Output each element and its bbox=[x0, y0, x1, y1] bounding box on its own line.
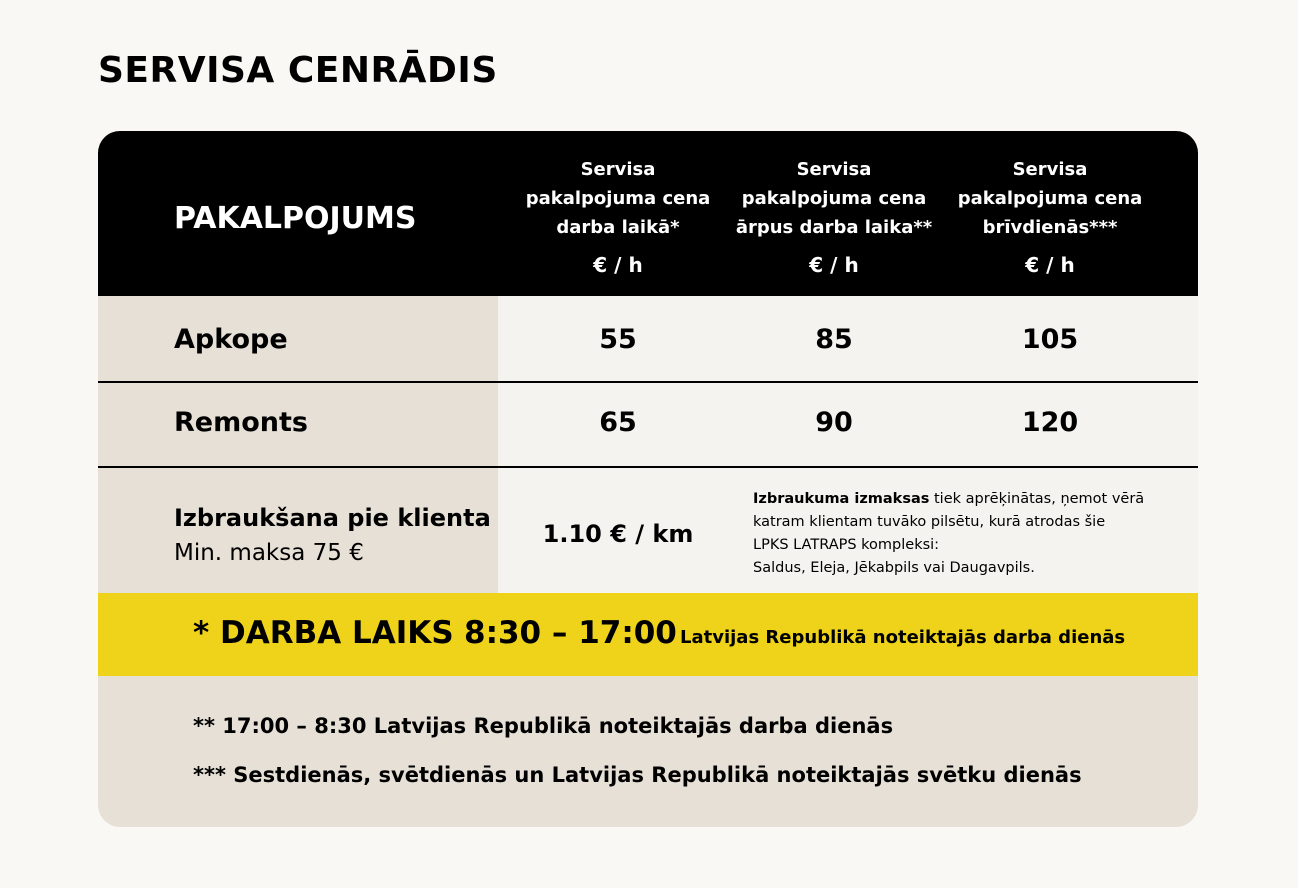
header-col-weekends bbox=[942, 155, 1158, 280]
table-header bbox=[98, 131, 1198, 296]
header-unit: € / h bbox=[809, 253, 859, 277]
header-line: pakalpojuma cena bbox=[525, 188, 711, 209]
header-line: darba laikā* bbox=[556, 217, 680, 238]
row-name-cell bbox=[98, 296, 498, 382]
header-line: Servisa bbox=[580, 159, 656, 180]
price-table bbox=[98, 131, 1198, 827]
price-value: 120 bbox=[1021, 407, 1079, 438]
page-title: SERVISA CENRĀDIS bbox=[98, 50, 498, 91]
row-name: Apkope bbox=[174, 324, 288, 355]
row-name: Remonts bbox=[174, 407, 308, 438]
travel-note-line: LPKS LATRAPS kompleksi: bbox=[753, 537, 940, 553]
header-line: pakalpojuma cena bbox=[957, 188, 1143, 209]
header-col-work-hours bbox=[510, 155, 726, 280]
header-unit: € / h bbox=[593, 253, 643, 277]
header-unit: € / h bbox=[1025, 253, 1075, 277]
service-column-header: PAKALPOJUMS bbox=[174, 201, 417, 236]
travel-row bbox=[98, 468, 1198, 593]
header-line: pakalpojuma cena bbox=[741, 188, 927, 209]
table-row bbox=[98, 383, 1198, 467]
travel-note-text: tiek aprēķinātas, ņemot vērā bbox=[929, 491, 1145, 507]
travel-price: 1.10 € / km bbox=[542, 520, 694, 548]
price-value: 85 bbox=[815, 324, 853, 355]
travel-min-price: Min. maksa 75 € bbox=[174, 540, 364, 566]
header-line: Servisa bbox=[1012, 159, 1088, 180]
header-line: Servisa bbox=[796, 159, 872, 180]
working-hours-label: * DARBA LAIKS bbox=[193, 615, 454, 651]
price-value: 65 bbox=[599, 407, 637, 438]
table-row bbox=[98, 296, 1198, 382]
working-hours-banner bbox=[98, 593, 1198, 676]
footnote-weekends: *** Sestdienās, svētdienās un Latvijas Republikā noteiktajās svētku dienās bbox=[193, 763, 1082, 787]
travel-note-bold: Izbraukuma izmaksas bbox=[753, 491, 930, 507]
header-line: brīvdienās*** bbox=[982, 217, 1118, 238]
working-hours-time: 8:30 – 17:00 bbox=[464, 615, 677, 651]
travel-note bbox=[753, 488, 1153, 580]
travel-note-line: Saldus, Eleja, Jēkabpils vai Daugavpils. bbox=[753, 560, 1035, 576]
header-line: ārpus darba laika** bbox=[735, 217, 933, 238]
price-value: 55 bbox=[599, 324, 637, 355]
footnote-after-hours: ** 17:00 – 8:30 Latvijas Republikā noteiktajās darba dienās bbox=[193, 714, 894, 738]
travel-name: Izbraukšana pie klienta bbox=[174, 504, 491, 532]
working-hours-desc: Latvijas Republikā noteiktajās darba dienās bbox=[680, 627, 1126, 648]
travel-note-line: katram klientam tuvāko pilsētu, kurā atrodas šie bbox=[753, 514, 1106, 530]
travel-note-line bbox=[753, 488, 1153, 511]
price-value: 105 bbox=[1021, 324, 1079, 355]
header-col-after-hours bbox=[726, 155, 942, 280]
price-value: 90 bbox=[815, 407, 853, 438]
